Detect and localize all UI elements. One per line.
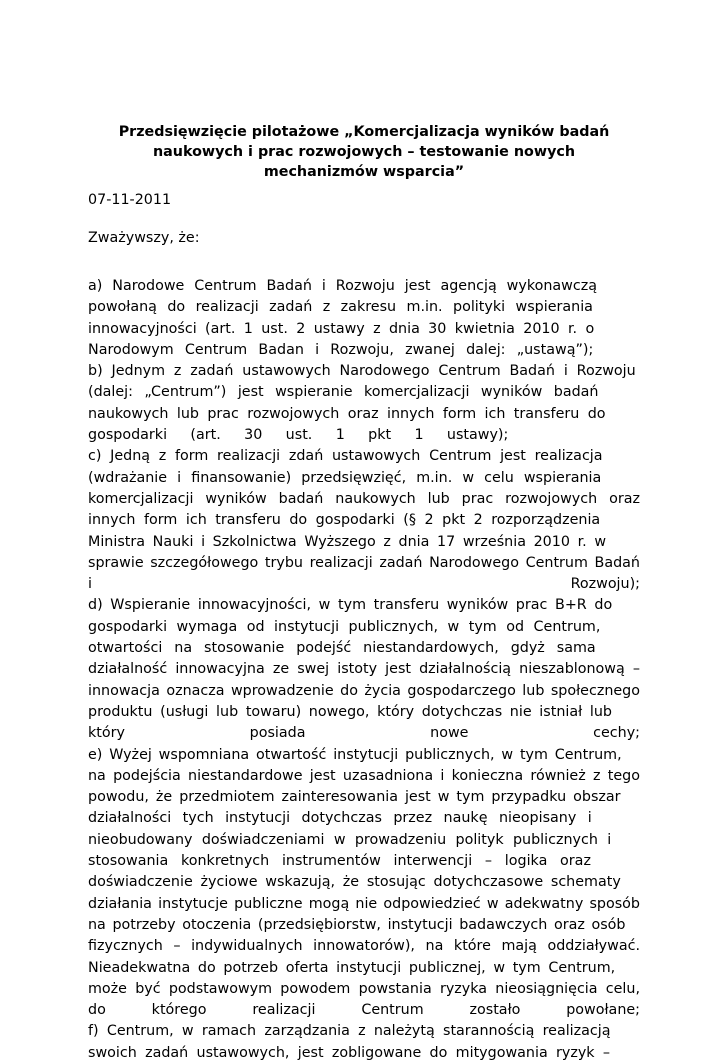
- body-line: gospodarki (art. 30 ust. 1 pkt 1 ustawy);: [88, 427, 509, 444]
- body-line: działania instytucje publiczne mogą nie odpowiedzieć w adekwatny sposób: [88, 895, 640, 912]
- body-line: swoich zadań ustawowych, jest zobligowane do mitygowania ryzyk –: [88, 1044, 611, 1061]
- body-line: Nieadekwatna do potrzeb oferta instytucji publicznej, w tym Centrum,: [88, 959, 616, 976]
- body-line: komercjalizacji wyników badań naukowych lub prac rozwojowych oraz: [88, 490, 640, 507]
- title-line: Przedsięwzięcie pilotażowe „Komercjalizacja wyników badań: [118, 124, 610, 140]
- body-line: d) Wspieranie innowacyjności, w tym transferu wyników prac B+R do: [88, 597, 613, 614]
- body-line: powołaną do realizacji zadań z zakresu m.in. polityki wspierania: [88, 299, 593, 316]
- body-line: Ministra Nauki i Szkolnictwa Wyższego z dnia 17 września 2010 r. w: [88, 533, 607, 550]
- body-line: który posiada nowe cechy;: [88, 725, 640, 742]
- body-line: gospodarki wymaga od instytucji publicznych, w tym od Centrum,: [88, 618, 601, 635]
- body-line: powodu, że przedmiotem zainteresowania jest w tym przypadku obszar: [88, 789, 621, 806]
- body-line: na podejścia niestandardowe jest uzasadniona i konieczna również z tego: [88, 767, 640, 784]
- body-line: c) Jedną z form realizacji zdań ustawowych Centrum jest realizacja: [88, 448, 603, 465]
- body-line: Narodowym Centrum Badan i Rozwoju, zwanej dalej: „ustawą”);: [88, 341, 594, 358]
- body-line: innych form ich transferu do gospodarki (§ 2 pkt 2 rozporządzenia: [88, 512, 601, 529]
- body-line: stosowania konkretnych instrumentów interwencji – logika oraz: [88, 853, 591, 870]
- body-line: działalność innowacyjna ze swej istoty jest działalnością nieszablonową –: [88, 661, 640, 678]
- body-line: innowacja oznacza wprowadzenie do życia gospodarczego lub społecznego: [88, 682, 640, 699]
- body-line: doświadczenie życiowe wskazują, że stosując dotychczasowe schematy: [88, 874, 621, 891]
- body-line: na potrzeby otoczenia (przedsiębiorstw, instytucji badawczych oraz osób: [88, 916, 626, 933]
- body-line: (dalej: „Centrum”) jest wspieranie komercjalizacji wyników badań: [88, 384, 599, 401]
- whereas-heading: Zważywszy, że:: [88, 230, 200, 246]
- document-title: [88, 122, 640, 182]
- body-line: działalności tych instytucji dotychczas przez naukę nieopisany i: [88, 810, 592, 827]
- body-line: innowacyjności (art. 1 ust. 2 ustawy z dnia 30 kwietnia 2010 r. o: [88, 320, 595, 337]
- body-line: otwartości na stosowanie podejść niestandardowych, gdyż sama: [88, 640, 596, 657]
- body-line: sprawie szczegółowego trybu realizacji zadań Narodowego Centrum Badań: [88, 554, 640, 571]
- body-line: fizycznych – indywidualnych innowatorów), na które mają oddziaływać.: [88, 938, 640, 955]
- body-line: e) Wyżej wspomniana otwartość instytucji publicznych, w tym Centrum,: [88, 746, 622, 763]
- document-body: [88, 276, 640, 1064]
- body-line: b) Jednym z zadań ustawowych Narodowego Centrum Badań i Rozwoju: [88, 363, 636, 380]
- body-line: nieobudowany doświadczeniami w prowadzeniu polityk publicznych i: [88, 831, 612, 848]
- body-line: produktu (usługi lub towaru) nowego, który dotychczas nie istniał lub: [88, 703, 612, 720]
- body-line: a) Narodowe Centrum Badań i Rozwoju jest agencją wykonawczą: [88, 278, 597, 294]
- title-line: naukowych i prac rozwojowych – testowanie nowych: [152, 144, 576, 160]
- body-line: f) Centrum, w ramach zarządzania z należytą starannością realizacją: [88, 1023, 611, 1040]
- body-line: do którego realizacji Centrum zostało powołane;: [88, 1002, 640, 1019]
- body-line: (wdrażanie i finansowanie) przedsięwzięć, m.in. w celu wspierania: [88, 469, 602, 486]
- body-line: i Rozwoju);: [88, 576, 640, 593]
- title-line: mechanizmów wsparcia”: [263, 164, 465, 180]
- body-line: naukowych lub prac rozwojowych oraz innych form ich transferu do: [88, 405, 606, 422]
- document-date: 07-11-2011: [88, 192, 172, 208]
- body-line: może być podstawowym powodem powstania ryzyka nieosiągnięcia celu,: [88, 980, 640, 997]
